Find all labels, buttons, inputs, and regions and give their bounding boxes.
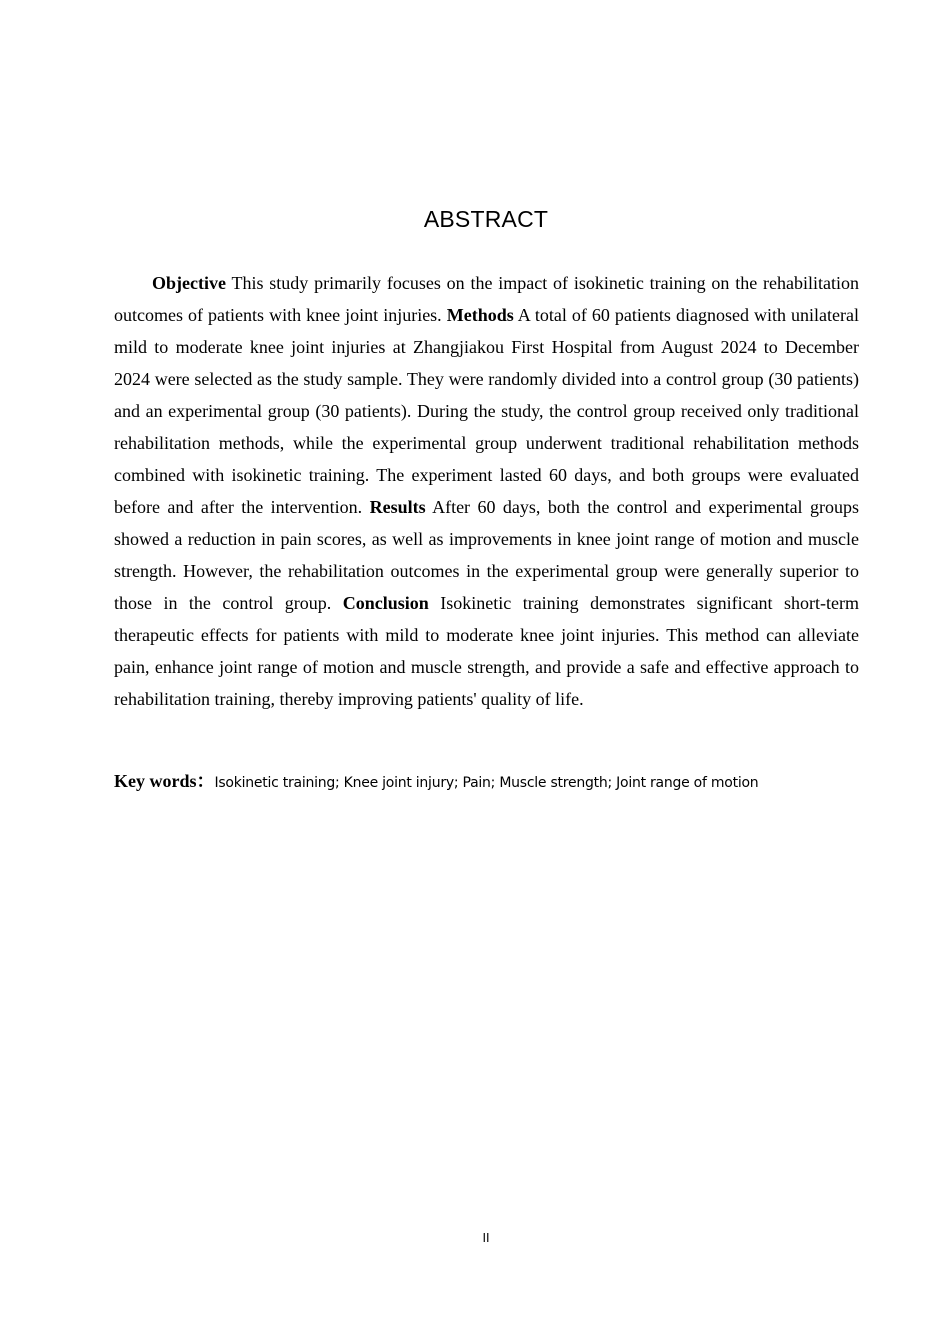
objective-heading: Objective — [152, 273, 226, 293]
results-heading: Results — [369, 497, 426, 517]
page-number: II — [482, 1231, 490, 1245]
results-text: After 60 days, both the control and experimental groups showed a reduction in pain scores, as well as improvements in knee joint range of motion and muscle strength. However, the rehabilitation outcomes in the experimental group were generally superior to those in the control group. — [114, 497, 860, 613]
objective-text: This study primarily focuses on the impact of isokinetic training on the rehabilitation outcomes of patients with knee joint injuries. — [114, 273, 859, 325]
abstract-paragraph — [114, 267, 859, 715]
methods-heading: Methods — [446, 305, 514, 325]
abstract-title: ABSTRACT — [423, 206, 549, 232]
keywords-values: Isokinetic training; Knee joint injury; Pain; Muscle strength; Joint range of motion — [214, 775, 759, 791]
conclusion-text: Isokinetic training demonstrates significant short-term therapeutic effects for patients with mild to moderate knee joint injuries. This method can alleviate pain, enhance joint range of motion and muscle strength, and provide a safe and effective approach to rehabilitation training, thereby improving patients' quality of life. — [114, 593, 859, 709]
keywords-label: Key words： — [114, 771, 215, 791]
conclusion-heading: Conclusion — [342, 593, 429, 613]
keywords-line — [114, 768, 859, 796]
methods-text: A total of 60 patients diagnosed with unilateral mild to moderate knee joint injuries at Zhangjiakou First Hospital from August 2024 to December 2024 were selected as the study sample. They were randomly divided into a control group (30 patients) and an experimental group (30 patients). During the study, the control group received only traditional rehabilitation methods, while the experimental group underwent traditional rehabilitation methods combined with isokinetic training. The experiment lasted 60 days, and both groups were evaluated before and after the intervention. — [114, 305, 859, 517]
